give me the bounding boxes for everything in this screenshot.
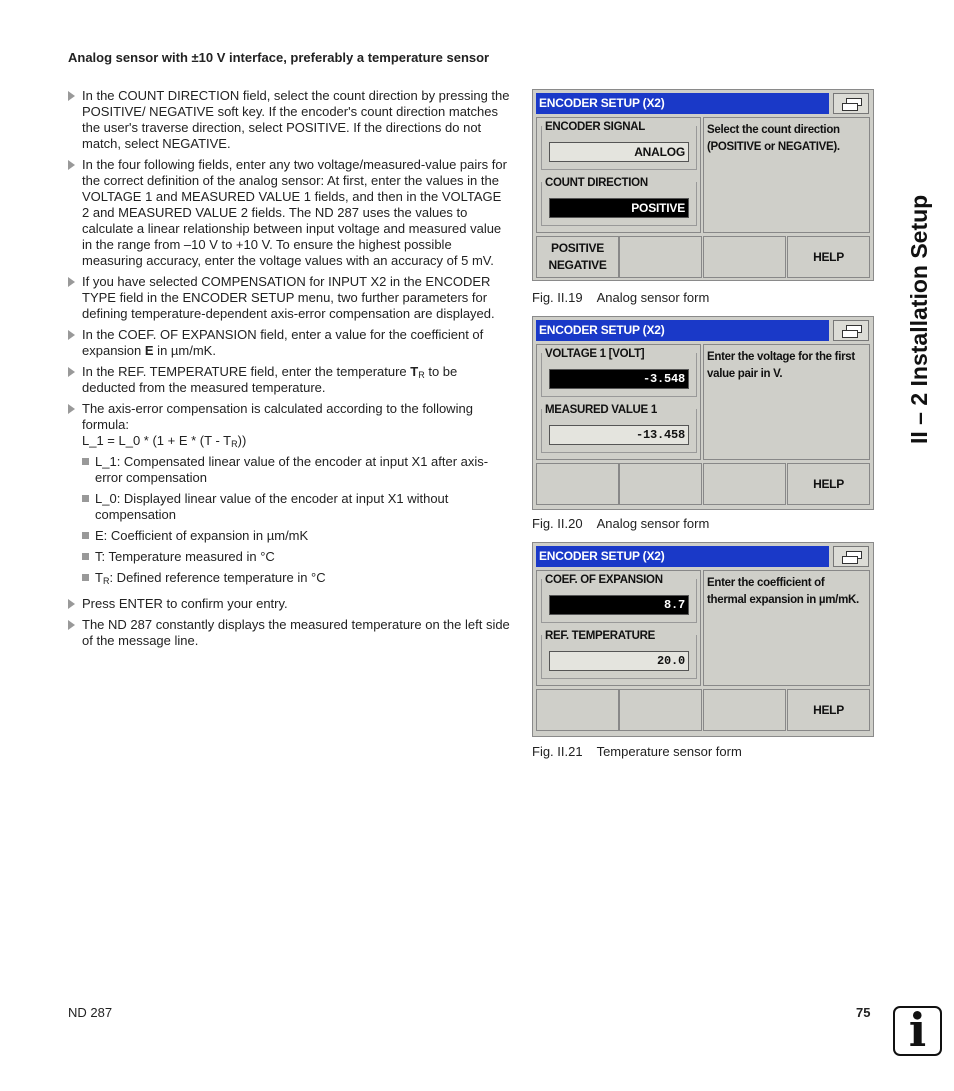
empty-softkey[interactable]: [536, 689, 619, 731]
screen-voltage: [532, 316, 874, 510]
ref-temperature-field[interactable]: 20.0: [549, 651, 689, 671]
arrow-right-icon: [68, 404, 75, 414]
definition-item: L_1: Compensated linear value of the encoder at input X1 after axis-error compensation: [68, 454, 510, 486]
softkey-bar: [536, 236, 870, 278]
coef-expansion-field[interactable]: 8.7: [549, 595, 689, 615]
help-softkey[interactable]: HELP: [787, 236, 870, 278]
step-formula: The axis-error compensation is calculated according to the following formula: L_1 = L_0 * $(1 + E * (T - T_R))$: [68, 401, 510, 449]
field-label: COEF. OF EXPANSION: [545, 574, 663, 586]
arrow-right-icon: [68, 599, 75, 609]
page-number: 75: [856, 1005, 871, 1020]
arrow-right-icon: [68, 91, 75, 101]
step-coef-expansion: In the COEF. OF EXPANSION field, enter a value for the coefficient of expansion E in µm/mK.: [68, 327, 510, 359]
help-text: Enter the coefficient of thermal expansion in µm/mK.: [703, 570, 870, 686]
step-compensation: If you have selected COMPENSATION for INPUT X2 in the ENCODER TYPE field in the ENCODER SETUP menu, two further parameters for defining temperature-dependent axis-error compensation are displayed.: [68, 274, 510, 322]
count-direction-field[interactable]: POSITIVE: [549, 198, 689, 218]
screen-temperature: [532, 542, 874, 737]
empty-softkey[interactable]: [703, 689, 786, 731]
field-panel: [536, 117, 701, 233]
definition-item: L_0: Displayed linear value of the encoder at input X1 without compensation: [68, 491, 510, 523]
arrow-right-icon: [68, 367, 75, 377]
figure-caption: Fig. II.21 Temperature sensor form: [532, 744, 742, 759]
chapter-side-title: II – 2 Installation Setup: [906, 194, 932, 444]
step-count-direction: In the COUNT DIRECTION field, select the count direction by pressing the POSITIVE/ NEGATIVE soft key. If the encoder's count direction matches the user's traverse direction, select POSITIVE. If the directions do not match, select NEGATIVE.: [68, 88, 510, 152]
help-softkey[interactable]: HELP: [787, 463, 870, 505]
definition-item: T: Temperature measured in °C: [68, 549, 510, 565]
footer-product: ND 287: [68, 1005, 113, 1020]
empty-softkey[interactable]: [619, 236, 702, 278]
step-voltage-pairs: In the four following fields, enter any two voltage/measured-value pairs for the correct definition of the analog sensor: At first, enter the values in the VOLTAGE 1 and MEASURED VALUE 1 fields, and then in the VOLTAGE 2 and MEASURED VALUE 2 fields. The ND 287 uses the values to calculate a linear relationship between input voltage and measured value in the range from –10 V to +10 V. To ensure the highest possible measuring accuracy, enter the voltage values with an accuracy of 5 mV.: [68, 157, 510, 269]
encoder-signal-field[interactable]: ANALOG: [549, 142, 689, 162]
empty-softkey[interactable]: [703, 463, 786, 505]
bullet-square-icon: [82, 458, 89, 465]
field-label: MEASURED VALUE 1: [545, 404, 657, 416]
empty-softkey[interactable]: [536, 463, 619, 505]
field-panel: [536, 344, 701, 460]
step-ref-temperature: In the REF. TEMPERATURE field, enter the temperature $T_R$ to be deducted from the measured temperature.: [68, 364, 510, 396]
screen-encoder-signal: [532, 89, 874, 281]
field-label: COUNT DIRECTION: [545, 177, 648, 189]
figure-caption: Fig. II.20 Analog sensor form: [532, 516, 710, 531]
help-softkey[interactable]: HELP: [787, 689, 870, 731]
arrow-right-icon: [68, 330, 75, 340]
step-display-temperature: The ND 287 constantly displays the measured temperature on the left side of the message line.: [68, 617, 510, 649]
screen-title: ENCODER SETUP (X2): [536, 546, 829, 567]
info-icon: i: [893, 1006, 942, 1056]
voltage-1-field[interactable]: -3.548: [549, 369, 689, 389]
arrow-right-icon: [68, 620, 75, 630]
empty-softkey[interactable]: [703, 236, 786, 278]
measured-value-1-field[interactable]: -13.458: [549, 425, 689, 445]
figure-caption: Fig. II.19 Analog sensor form: [532, 290, 710, 305]
softkey-bar: [536, 463, 870, 505]
empty-softkey[interactable]: [619, 463, 702, 505]
instructions: [68, 88, 510, 654]
window-switch-icon[interactable]: [833, 93, 869, 114]
window-switch-icon[interactable]: [833, 320, 869, 341]
arrow-right-icon: [68, 160, 75, 170]
field-label: ENCODER SIGNAL: [545, 121, 645, 133]
screen-title: ENCODER SETUP (X2): [536, 320, 829, 341]
arrow-right-icon: [68, 277, 75, 287]
bullet-square-icon: [82, 574, 89, 581]
definition-item: E: Coefficient of expansion in µm/mK: [68, 528, 510, 544]
step-press-enter: Press ENTER to confirm your entry.: [68, 596, 510, 612]
positive-negative-softkey[interactable]: POSITIVE NEGATIVE: [536, 236, 619, 278]
softkey-bar: [536, 689, 870, 731]
bullet-square-icon: [82, 553, 89, 560]
window-switch-icon[interactable]: [833, 546, 869, 567]
bullet-square-icon: [82, 495, 89, 502]
field-label: VOLTAGE 1 [VOLT]: [545, 348, 645, 360]
field-panel: [536, 570, 701, 686]
help-text: Enter the voltage for the first value pair in V.: [703, 344, 870, 460]
empty-softkey[interactable]: [619, 689, 702, 731]
help-text: Select the count direction (POSITIVE or NEGATIVE).: [703, 117, 870, 233]
bullet-square-icon: [82, 532, 89, 539]
definition-item: $T_R$: Defined reference temperature in °C: [68, 570, 510, 586]
field-label: REF. TEMPERATURE: [545, 630, 655, 642]
section-heading: Analog sensor with ±10 V interface, preferably a temperature sensor: [68, 50, 490, 65]
screen-title: ENCODER SETUP (X2): [536, 93, 829, 114]
